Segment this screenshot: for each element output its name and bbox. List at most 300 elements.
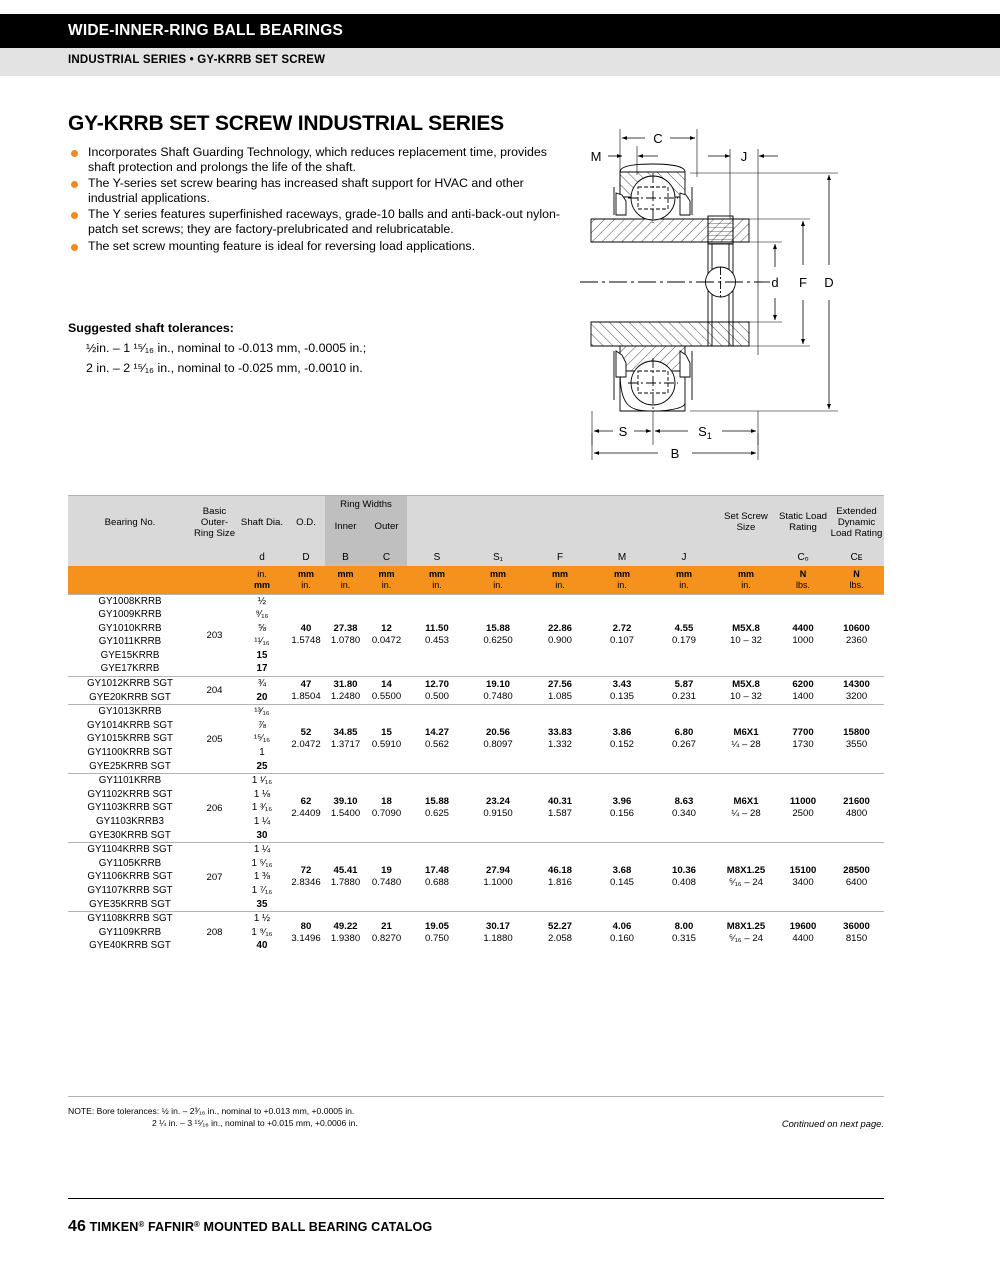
shaft-diameter: ½: [257, 595, 267, 607]
footer-catalog-text: MOUNTED BALL BEARING CATALOG: [203, 1220, 433, 1234]
value-primary: M8X1.25: [726, 920, 766, 932]
diagram-label-C: C: [653, 131, 663, 146]
bullet-text: The Y series features superfinished raceways, grade-10 balls and anti-back-out nylon-patch set screws; they are factory-prelubricated and relubricatable.: [88, 207, 561, 236]
cell-S1: [467, 677, 529, 705]
cell-F: [529, 912, 591, 953]
cell-inner-ring-width: [325, 774, 366, 843]
cell-S: [407, 677, 467, 705]
table-symbol-row: [68, 548, 884, 566]
value-secondary: 0.500: [424, 690, 449, 702]
value-primary: 14300: [843, 678, 870, 690]
page-title: GY-KRRB SET SCREW INDUSTRIAL SERIES: [68, 112, 504, 135]
value-primary: 3.86: [612, 727, 632, 739]
bearing-cross-section-diagram: [570, 115, 900, 480]
shaft-diameter: ⅝: [257, 622, 267, 634]
list-item: [68, 176, 568, 205]
cell-od: [287, 705, 325, 774]
value-secondary: 0.6250: [483, 635, 513, 647]
value-primary: 36000: [843, 920, 870, 932]
value-primary: 3.68: [612, 865, 632, 877]
col-header-set-screw-size: Set Screw Size: [715, 496, 777, 548]
value-secondary: 10 – 32: [729, 690, 762, 702]
value-primary: M5X.8: [732, 623, 760, 635]
value-secondary: 0.156: [609, 808, 634, 820]
bearing-number: GY1015KRRB SGT: [86, 733, 174, 745]
cell-outer-ring-width: [366, 774, 407, 843]
sym-d: d: [237, 548, 287, 566]
value-primary: 52.27: [547, 920, 572, 932]
shaft-diameter: 1 ³⁄₁₆: [251, 802, 273, 814]
cell-static-load-rating: [777, 705, 829, 774]
cell-shaft-diameters: [237, 594, 287, 677]
value-secondary: 0.8270: [371, 932, 402, 944]
bearing-number: GY1100KRRB SGT: [87, 747, 173, 759]
sym-S1: S₁: [467, 548, 529, 566]
col-header-shaft-dia: Shaft Dia.: [237, 496, 287, 548]
value-secondary: 1.1880: [483, 932, 513, 944]
value-secondary: 1000: [792, 635, 814, 647]
value-secondary: 2500: [792, 808, 814, 820]
footer-brand-1: TIMKEN: [89, 1220, 139, 1234]
sym-Co: Cₒ: [777, 548, 829, 566]
value-primary: 34.85: [333, 727, 358, 739]
cell-bearing-numbers: [68, 774, 192, 843]
col-header-inner: Inner: [325, 512, 366, 540]
shaft-diameter: 20: [256, 691, 268, 703]
continued-notice: Continued on next page.: [781, 1118, 884, 1129]
value-primary: M5X.8: [732, 678, 760, 690]
table-row: [68, 677, 884, 705]
col-header-spacer: [407, 496, 715, 548]
value-primary: M6X1: [733, 796, 759, 808]
value-secondary: 3200: [845, 690, 868, 702]
value-primary: 11000: [789, 796, 817, 808]
bore-tolerance-note: [68, 1106, 358, 1129]
shaft-diameter: 40: [256, 940, 268, 952]
value-secondary: 1.1000: [483, 877, 513, 889]
value-secondary: 0.145: [609, 877, 634, 889]
shaft-diameter: ⅞: [257, 719, 267, 731]
cell-extended-dynamic-load-rating: [829, 594, 884, 677]
value-primary: 27.94: [485, 865, 510, 877]
value-secondary: 1.085: [547, 690, 572, 702]
shaft-diameter: ⁹⁄₁₆: [255, 609, 269, 621]
cell-bearing-numbers: [68, 912, 192, 953]
units-C: mm in.: [366, 566, 407, 594]
value-secondary: 0.107: [609, 635, 634, 647]
units-blank-ringsize: [192, 566, 237, 594]
value-primary: 8.00: [674, 920, 694, 932]
value-primary: 11.50: [425, 623, 449, 635]
value-primary: 40: [300, 623, 312, 635]
value-primary: 8.63: [674, 796, 694, 808]
value-secondary: 0.315: [671, 932, 696, 944]
value-primary: 45.41: [333, 865, 358, 877]
list-item: [68, 145, 568, 174]
diagram-label-d: d: [771, 275, 779, 290]
value-primary: 18: [381, 796, 392, 808]
value-secondary: 0.7480: [371, 877, 402, 889]
sym-D: D: [287, 548, 325, 566]
cell-extended-dynamic-load-rating: [829, 677, 884, 705]
cell-outer-ring-width: [366, 912, 407, 953]
table-body: [68, 594, 884, 953]
value-primary: 27.56: [547, 678, 572, 690]
col-header-extended-dynamic-load-rating: Extended Dynamic Load Rating: [829, 496, 884, 548]
bearing-specification-table: [68, 496, 884, 953]
value-secondary: ¼ – 28: [731, 808, 761, 820]
value-secondary: 10 – 32: [729, 635, 762, 647]
bearing-number: GYE20KRRB SGT: [89, 691, 171, 703]
value-primary: 40.31: [547, 796, 572, 808]
value-primary: 2.72: [612, 623, 632, 635]
value-secondary: 0.688: [424, 877, 449, 889]
bullet-text: Incorporates Shaft Guarding Technology, which reduces replacement time, provides shaft protection and prolongs the life of the shaft.: [88, 145, 547, 174]
value-secondary: 1.332: [547, 739, 572, 751]
value-secondary: 6400: [845, 877, 868, 889]
value-primary: 4.55: [674, 623, 694, 635]
cell-J: [653, 594, 715, 677]
list-item: [68, 207, 568, 236]
cell-F: [529, 594, 591, 677]
col-header-ring-widths: Ring Widths: [325, 496, 407, 512]
cell-M: [591, 774, 653, 843]
diagram-label-S1: $S_1$: [698, 424, 712, 441]
value-secondary: 1.5400: [330, 808, 361, 820]
value-secondary: 1.8504: [291, 690, 321, 702]
units-S1: mm in.: [467, 566, 529, 594]
value-secondary: 1.7880: [330, 877, 361, 889]
units-set-screw: mm in.: [715, 566, 777, 594]
cell-static-load-rating: [777, 912, 829, 953]
footer-rule: [68, 1198, 884, 1199]
value-primary: 22.86: [547, 623, 572, 635]
diagram-label-B: B: [670, 446, 680, 461]
value-primary: 80: [300, 920, 312, 932]
value-primary: 28500: [843, 865, 870, 877]
bearing-number: GY1104KRRB SGT: [87, 844, 173, 856]
value-secondary: 0.408: [671, 877, 696, 889]
value-secondary: 1.9380: [330, 932, 361, 944]
cell-S1: [467, 843, 529, 912]
cell-F: [529, 705, 591, 774]
bullet-dot-icon: [71, 212, 78, 219]
note-line-1: NOTE: Bore tolerances: ½ in. – 2³⁄₁₆ in., nominal to +0.013 mm, +0.0005 in.: [68, 1106, 355, 1116]
page-header-bar: [0, 14, 1000, 48]
cell-inner-ring-width: [325, 677, 366, 705]
bearing-number: GY1102KRRB SGT: [87, 788, 173, 800]
bearing-number: GY1109KRRB: [98, 926, 162, 938]
cell-static-load-rating: [777, 594, 829, 677]
shaft-diameter: 1 ⅜: [253, 871, 271, 883]
value-secondary: 4400: [792, 932, 814, 944]
value-primary: 15800: [843, 727, 870, 739]
cell-set-screw-size: [715, 912, 777, 953]
footer-brand-2: FAFNIR: [147, 1220, 195, 1234]
value-primary: 10600: [843, 623, 870, 635]
value-primary: 19.05: [424, 920, 449, 932]
value-primary: 5.87: [674, 678, 694, 690]
shaft-diameter: 1 ¹⁄₁₆: [251, 775, 273, 787]
value-primary: 15: [381, 727, 392, 739]
value-secondary: ¼ – 28: [731, 739, 761, 751]
bullet-text: The set screw mounting feature is ideal for reversing load applications.: [88, 238, 476, 253]
shaft-diameter: 1 ⁵⁄₁₆: [251, 857, 273, 869]
value-secondary: 1.3717: [330, 739, 361, 751]
value-secondary: 1400: [792, 690, 814, 702]
shaft-diameter: 1: [259, 747, 265, 759]
list-item: [68, 239, 568, 254]
sym-F: F: [529, 548, 591, 566]
col-header-static-load-rating: Static Load Rating: [777, 496, 829, 548]
bullet-dot-icon: [71, 150, 78, 157]
cell-set-screw-size: [715, 843, 777, 912]
value-secondary: 3550: [845, 739, 868, 751]
bearing-number: GY1009KRRB: [98, 609, 162, 621]
value-secondary: 1.816: [547, 877, 572, 889]
diagram-label-F: F: [799, 275, 807, 290]
value-primary: 19600: [789, 920, 817, 932]
units-B: mm in.: [325, 566, 366, 594]
cell-J: [653, 677, 715, 705]
value-secondary: 0.900: [547, 635, 572, 647]
bearing-number: GYE40KRRB SGT: [89, 940, 171, 952]
bearing-number: GY1106KRRB SGT: [87, 871, 173, 883]
sym-M: M: [591, 548, 653, 566]
bearing-number: GY1010KRRB: [98, 622, 162, 634]
diagram-label-D: D: [824, 275, 834, 290]
shaft-diameter: 30: [256, 829, 268, 841]
units-Co: N lbs.: [777, 566, 829, 594]
value-primary: 12: [381, 623, 392, 635]
cell-S: [407, 843, 467, 912]
cell-ring-size: 203: [192, 594, 237, 677]
value-primary: M8X1.25: [726, 865, 766, 877]
value-secondary: 8150: [845, 932, 868, 944]
table-row: [68, 594, 884, 677]
units-od: mm in.: [287, 566, 325, 594]
bearing-number: GYE15KRRB: [100, 649, 160, 661]
value-secondary: 2.058: [547, 932, 572, 944]
cell-ring-size: 207: [192, 843, 237, 912]
bearing-number: GYE25KRRB SGT: [89, 760, 171, 772]
cell-od: [287, 843, 325, 912]
units-blank-bearing: [68, 566, 192, 594]
value-primary: 46.18: [547, 865, 572, 877]
shaft-tolerance-line-2: 2 in. – 2 ¹⁵⁄₁₆ in., nominal to -0.025 mm, -0.0010 in.: [86, 361, 363, 375]
units-CE: N lbs.: [829, 566, 884, 594]
bearing-number: GYE30KRRB SGT: [89, 829, 171, 841]
cell-inner-ring-width: [325, 594, 366, 677]
cell-od: [287, 912, 325, 953]
bearing-number: GY1103KRRB SGT: [87, 802, 173, 814]
value-primary: 6200: [792, 678, 814, 690]
table-units-row: [68, 566, 884, 594]
cell-ring-size: 205: [192, 705, 237, 774]
page-header-title: WIDE-INNER-RING BALL BEARINGS: [68, 22, 344, 39]
value-secondary: 0.135: [609, 690, 634, 702]
cell-ring-size: 208: [192, 912, 237, 953]
value-primary: 15100: [789, 865, 817, 877]
bullet-dot-icon: [71, 244, 78, 251]
value-secondary: 2360: [845, 635, 868, 647]
diagram-label-J: J: [740, 149, 748, 164]
page-footer: [68, 1218, 432, 1236]
bearing-number: GY1105KRRB: [98, 857, 162, 869]
shaft-diameter: ¹⁵⁄₁₆: [253, 733, 271, 745]
value-secondary: 0.0472: [371, 635, 402, 647]
page-subheader-title: INDUSTRIAL SERIES • GY-KRRB SET SCREW: [68, 54, 326, 66]
value-secondary: 2.0472: [291, 739, 321, 751]
value-primary: 39.10: [333, 796, 358, 808]
cell-S1: [467, 774, 529, 843]
sym-blank-setscrew: [715, 548, 777, 566]
cell-set-screw-size: [715, 705, 777, 774]
bearing-number: GYE17KRRB: [100, 663, 160, 675]
cell-S: [407, 594, 467, 677]
bearing-number: GY1108KRRB SGT: [87, 913, 173, 925]
cell-J: [653, 774, 715, 843]
value-primary: 7700: [792, 727, 814, 739]
shaft-diameter: 1 ¼: [253, 816, 271, 827]
value-primary: 62: [300, 796, 312, 808]
shaft-tolerance-line-1: ½in. – 1 ¹⁵⁄₁₆ in., nominal to -0.013 mm, -0.0005 in.;: [86, 341, 367, 355]
table-row: [68, 843, 884, 912]
value-primary: 49.22: [333, 920, 358, 932]
cell-shaft-diameters: [237, 705, 287, 774]
value-primary: 10.36: [671, 865, 696, 877]
bearing-number: GY1014KRRB SGT: [86, 719, 174, 731]
cell-shaft-diameters: [237, 843, 287, 912]
bullet-dot-icon: [71, 181, 78, 188]
value-primary: 6.80: [674, 727, 694, 739]
cell-od: [287, 594, 325, 677]
cell-set-screw-size: [715, 677, 777, 705]
value-secondary: 0.179: [671, 635, 696, 647]
cell-F: [529, 677, 591, 705]
value-primary: 4.06: [612, 920, 632, 932]
cell-ring-size: 204: [192, 677, 237, 705]
value-secondary: 1.2480: [330, 690, 361, 702]
diagram-label-S: S: [618, 424, 628, 439]
cell-J: [653, 705, 715, 774]
sym-S: S: [407, 548, 467, 566]
value-secondary: 4800: [845, 808, 868, 820]
cell-extended-dynamic-load-rating: [829, 774, 884, 843]
value-primary: 23.24: [485, 796, 510, 808]
cell-shaft-diameters: [237, 677, 287, 705]
value-secondary: 0.750: [424, 932, 449, 944]
feature-bullet-list: [68, 145, 568, 255]
registered-icon: ®: [194, 1220, 200, 1230]
cell-outer-ring-width: [366, 705, 407, 774]
col-header-bearing-no: Bearing No.: [68, 496, 192, 548]
cell-outer-ring-width: [366, 594, 407, 677]
cell-shaft-diameters: [237, 912, 287, 953]
value-primary: 72: [300, 865, 312, 877]
value-secondary: 2.4409: [291, 808, 321, 820]
units-J: mm in.: [653, 566, 715, 594]
cell-static-load-rating: [777, 677, 829, 705]
value-secondary: 0.152: [609, 739, 634, 751]
shaft-diameter: 17: [256, 663, 268, 675]
cell-set-screw-size: [715, 594, 777, 677]
value-secondary: 0.5500: [371, 690, 402, 702]
value-primary: 21600: [843, 796, 870, 808]
value-primary: 33.83: [547, 727, 572, 739]
sym-C: C: [366, 548, 407, 566]
value-primary: 14: [381, 678, 392, 690]
cell-bearing-numbers: [68, 594, 192, 677]
shaft-diameter: ¾: [257, 678, 267, 690]
registered-icon: ®: [138, 1220, 145, 1230]
cell-ring-size: 206: [192, 774, 237, 843]
bearing-number: GY1101KRRB: [98, 775, 162, 787]
units-shaft-dia: in. mm: [237, 566, 287, 594]
shaft-diameter: ¹³⁄₁₆: [254, 706, 270, 718]
value-secondary: 1730: [792, 739, 814, 751]
value-secondary: 0.267: [671, 739, 696, 751]
cell-od: [287, 677, 325, 705]
value-secondary: 0.9150: [483, 808, 513, 820]
value-secondary: ⁵⁄₁₆ – 24: [728, 932, 764, 944]
cell-shaft-diameters: [237, 774, 287, 843]
cell-J: [653, 912, 715, 953]
value-primary: 4400: [792, 623, 814, 635]
cell-extended-dynamic-load-rating: [829, 912, 884, 953]
cell-extended-dynamic-load-rating: [829, 843, 884, 912]
bearing-number: GY1013KRRB: [98, 706, 162, 718]
table-header-row-group: [68, 496, 884, 512]
bearing-number: GY1103KRRB3: [96, 816, 164, 827]
cell-S1: [467, 912, 529, 953]
value-secondary: 3.1496: [291, 932, 321, 944]
value-secondary: 0.625: [424, 808, 449, 820]
cell-extended-dynamic-load-rating: [829, 705, 884, 774]
cell-set-screw-size: [715, 774, 777, 843]
bearing-number: GY1107KRRB SGT: [87, 884, 173, 896]
value-secondary: 0.7480: [483, 690, 513, 702]
table-row: [68, 774, 884, 843]
value-secondary: 0.453: [424, 635, 449, 647]
value-primary: 3.96: [612, 796, 632, 808]
value-primary: 27.38: [333, 623, 358, 635]
units-S: mm in.: [407, 566, 467, 594]
cell-static-load-rating: [777, 843, 829, 912]
shaft-diameter: 1 ⁹⁄₁₆: [251, 926, 273, 938]
value-primary: 12.70: [424, 678, 449, 690]
bearing-number: GY1012KRRB SGT: [86, 678, 174, 690]
value-primary: 14.27: [424, 727, 449, 739]
shaft-diameter: 15: [256, 649, 268, 661]
shaft-diameter: 1 ⅛: [253, 788, 271, 800]
sym-B: B: [325, 548, 366, 566]
table-row: [68, 705, 884, 774]
shaft-diameter: ¹¹⁄₁₆: [254, 636, 270, 648]
shaft-diameter: 1 ½: [253, 913, 271, 925]
value-primary: 52: [300, 727, 312, 739]
cell-bearing-numbers: [68, 705, 192, 774]
page-subheader-bar: [0, 48, 1000, 76]
value-secondary: 0.160: [609, 932, 634, 944]
shaft-diameter: 25: [256, 760, 268, 772]
sym-CE: Cᴇ: [829, 548, 884, 566]
shaft-tolerances-heading: Suggested shaft tolerances:: [68, 321, 234, 335]
value-primary: 47: [300, 678, 312, 690]
cell-F: [529, 774, 591, 843]
value-secondary: 0.562: [424, 739, 449, 751]
page-number: 46: [68, 1218, 86, 1235]
